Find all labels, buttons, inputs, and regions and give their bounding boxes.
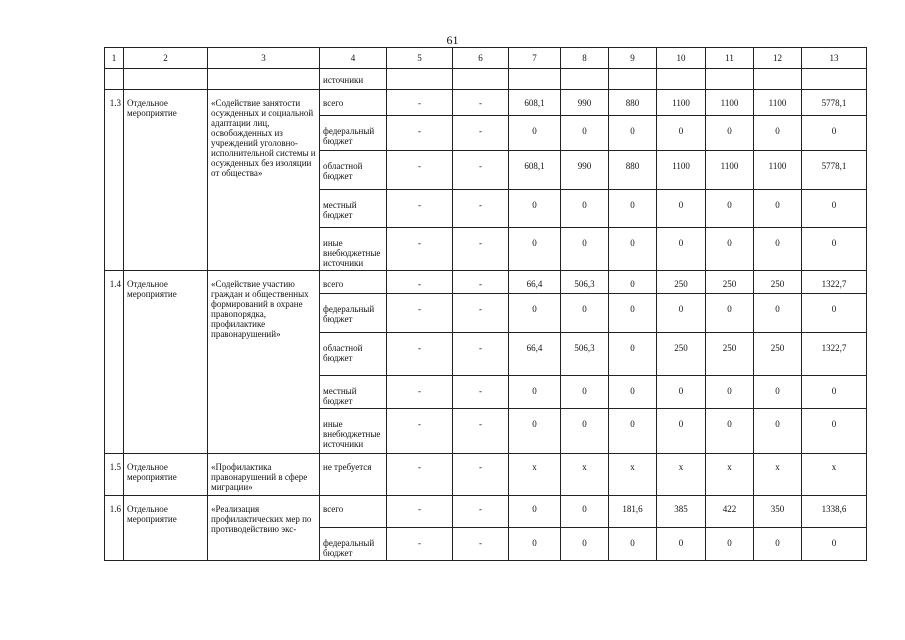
header-cell: 4: [320, 48, 387, 69]
value-cell: 66,4: [509, 271, 561, 294]
value-cell: 990: [561, 151, 609, 190]
header-cell: 5: [387, 48, 453, 69]
source-cell: всего: [320, 271, 387, 294]
source-cell: всего: [320, 496, 387, 528]
value-cell: 5778,1: [802, 90, 867, 116]
source-cell: федеральный бюджет: [320, 528, 387, 561]
value-cell: 1322,7: [802, 333, 867, 376]
header-cell: 12: [754, 48, 802, 69]
value-cell: -: [387, 333, 453, 376]
value-cell: 0: [561, 190, 609, 228]
item-number-cell: 1.5: [105, 454, 124, 496]
budget-table: [104, 47, 867, 561]
value-cell: 0: [706, 190, 754, 228]
value-cell: -: [453, 151, 509, 190]
value-cell: 1100: [754, 90, 802, 116]
value-cell: 1100: [754, 151, 802, 190]
table-row: [105, 496, 867, 528]
empty-cell: [509, 69, 561, 90]
value-cell: 0: [706, 376, 754, 409]
value-cell: 0: [754, 409, 802, 454]
value-cell: -: [453, 496, 509, 528]
value-cell: 1100: [706, 151, 754, 190]
value-cell: -: [387, 376, 453, 409]
event-name-cell: «Содействие участию граждан и общественных формирований в охране правопорядка, профилактике правонарушений»: [208, 271, 320, 454]
value-cell: -: [453, 190, 509, 228]
value-cell: 0: [657, 294, 706, 333]
value-cell: -: [387, 190, 453, 228]
source-cell: местный бюджет: [320, 190, 387, 228]
value-cell: 0: [657, 376, 706, 409]
table-row: [105, 271, 867, 294]
value-cell: 608,1: [509, 151, 561, 190]
empty-cell: [706, 69, 754, 90]
table-row: [105, 90, 867, 116]
header-cell: 13: [802, 48, 867, 69]
value-cell: 350: [754, 496, 802, 528]
value-cell: 0: [706, 409, 754, 454]
value-cell: 1100: [657, 151, 706, 190]
value-cell: 0: [657, 190, 706, 228]
event-name-cell: «Профилактика правонарушений в сфере миграции»: [208, 454, 320, 496]
empty-cell: [208, 69, 320, 90]
value-cell: -: [387, 271, 453, 294]
value-cell: 608,1: [509, 90, 561, 116]
value-cell: -: [453, 228, 509, 271]
value-cell: 0: [706, 228, 754, 271]
value-cell: 0: [706, 116, 754, 151]
header-cell: 6: [453, 48, 509, 69]
value-cell: -: [453, 271, 509, 294]
value-cell: х: [509, 454, 561, 496]
value-cell: 0: [509, 376, 561, 409]
value-cell: 880: [609, 151, 657, 190]
value-cell: х: [802, 454, 867, 496]
source-cell: областной бюджет: [320, 151, 387, 190]
value-cell: -: [453, 454, 509, 496]
source-cell: не требуется: [320, 454, 387, 496]
value-cell: 0: [657, 228, 706, 271]
value-cell: 0: [561, 228, 609, 271]
value-cell: 506,3: [561, 333, 609, 376]
value-cell: 422: [706, 496, 754, 528]
value-cell: -: [387, 151, 453, 190]
empty-cell: [561, 69, 609, 90]
value-cell: -: [387, 116, 453, 151]
source-cell: местный бюджет: [320, 376, 387, 409]
value-cell: 880: [609, 90, 657, 116]
event-name-cell: «Реализация профилактических мер по противодействию экс-: [208, 496, 320, 561]
value-cell: -: [453, 294, 509, 333]
value-cell: -: [453, 528, 509, 561]
item-number-cell: 1.6: [105, 496, 124, 561]
value-cell: 0: [609, 294, 657, 333]
value-cell: 0: [561, 496, 609, 528]
value-cell: 385: [657, 496, 706, 528]
value-cell: 0: [706, 528, 754, 561]
value-cell: -: [387, 409, 453, 454]
value-cell: 0: [802, 409, 867, 454]
value-cell: 0: [657, 116, 706, 151]
value-cell: х: [609, 454, 657, 496]
event-type-cell: Отдельное мероприятие: [124, 90, 208, 271]
value-cell: 0: [802, 528, 867, 561]
empty-cell: [124, 69, 208, 90]
value-cell: 250: [706, 271, 754, 294]
value-cell: 0: [609, 528, 657, 561]
header-cell: 3: [208, 48, 320, 69]
event-name-cell: «Содействие занятости осужденных и социальной адаптации лиц, освобожденных из учреждений уголовно-исполнительной системы и осужденных без изоляции от общества»: [208, 90, 320, 271]
value-cell: 0: [561, 376, 609, 409]
item-number-cell: 1.3: [105, 90, 124, 271]
value-cell: 0: [802, 116, 867, 151]
value-cell: 0: [754, 190, 802, 228]
value-cell: 0: [609, 271, 657, 294]
value-cell: 0: [561, 409, 609, 454]
event-type-cell: Отдельное мероприятие: [124, 496, 208, 561]
value-cell: 250: [754, 271, 802, 294]
value-cell: -: [387, 90, 453, 116]
header-cell: 9: [609, 48, 657, 69]
value-cell: х: [754, 454, 802, 496]
value-cell: 0: [657, 409, 706, 454]
continuation-row: [105, 69, 867, 90]
value-cell: х: [561, 454, 609, 496]
value-cell: 1322,7: [802, 271, 867, 294]
value-cell: 0: [657, 528, 706, 561]
header-row: [105, 48, 867, 69]
header-cell: 10: [657, 48, 706, 69]
value-cell: -: [387, 528, 453, 561]
value-cell: 0: [509, 496, 561, 528]
header-cell: 1: [105, 48, 124, 69]
value-cell: 0: [509, 190, 561, 228]
value-cell: 0: [754, 116, 802, 151]
value-cell: 250: [657, 333, 706, 376]
value-cell: х: [657, 454, 706, 496]
empty-cell: [657, 69, 706, 90]
page-number: 61: [446, 33, 459, 47]
value-cell: 0: [561, 116, 609, 151]
header-cell: 11: [706, 48, 754, 69]
source-cell: иные внебюджетные источники: [320, 409, 387, 454]
value-cell: х: [706, 454, 754, 496]
empty-cell: [387, 69, 453, 90]
value-cell: -: [387, 294, 453, 333]
event-type-cell: Отдельное мероприятие: [124, 271, 208, 454]
empty-cell: [105, 69, 124, 90]
value-cell: 250: [706, 333, 754, 376]
value-cell: 0: [609, 333, 657, 376]
value-cell: -: [453, 376, 509, 409]
empty-cell: [754, 69, 802, 90]
value-cell: 0: [754, 528, 802, 561]
value-cell: 0: [609, 190, 657, 228]
value-cell: 0: [509, 409, 561, 454]
header-cell: 8: [561, 48, 609, 69]
value-cell: 0: [509, 228, 561, 271]
value-cell: -: [453, 333, 509, 376]
empty-cell: [453, 69, 509, 90]
value-cell: 0: [509, 294, 561, 333]
value-cell: -: [387, 228, 453, 271]
value-cell: 0: [802, 190, 867, 228]
source-cell: иные внебюджетные источники: [320, 228, 387, 271]
event-type-cell: Отдельное мероприятие: [124, 454, 208, 496]
value-cell: 1100: [657, 90, 706, 116]
value-cell: 0: [609, 116, 657, 151]
value-cell: 0: [706, 294, 754, 333]
table-row: [105, 454, 867, 496]
source-cell: федеральный бюджет: [320, 116, 387, 151]
value-cell: 250: [754, 333, 802, 376]
header-cell: 2: [124, 48, 208, 69]
value-cell: 0: [802, 376, 867, 409]
value-cell: -: [453, 90, 509, 116]
value-cell: -: [387, 496, 453, 528]
value-cell: -: [387, 454, 453, 496]
value-cell: 66,4: [509, 333, 561, 376]
empty-cell: [802, 69, 867, 90]
value-cell: 0: [609, 409, 657, 454]
value-cell: 990: [561, 90, 609, 116]
empty-cell: [609, 69, 657, 90]
value-cell: 0: [609, 376, 657, 409]
source-cell: всего: [320, 90, 387, 116]
value-cell: 0: [754, 228, 802, 271]
value-cell: 1100: [706, 90, 754, 116]
value-cell: 0: [754, 294, 802, 333]
value-cell: 181,6: [609, 496, 657, 528]
source-cell: источники: [320, 69, 387, 90]
value-cell: 506,3: [561, 271, 609, 294]
value-cell: 0: [509, 116, 561, 151]
value-cell: 250: [657, 271, 706, 294]
value-cell: 0: [754, 376, 802, 409]
source-cell: федеральный бюджет: [320, 294, 387, 333]
value-cell: 0: [802, 228, 867, 271]
value-cell: -: [453, 409, 509, 454]
value-cell: 1338,6: [802, 496, 867, 528]
header-cell: 7: [509, 48, 561, 69]
value-cell: 0: [561, 528, 609, 561]
value-cell: 0: [509, 528, 561, 561]
source-cell: областной бюджет: [320, 333, 387, 376]
value-cell: 5778,1: [802, 151, 867, 190]
value-cell: -: [453, 116, 509, 151]
value-cell: 0: [802, 294, 867, 333]
value-cell: 0: [609, 228, 657, 271]
item-number-cell: 1.4: [105, 271, 124, 454]
value-cell: 0: [561, 294, 609, 333]
